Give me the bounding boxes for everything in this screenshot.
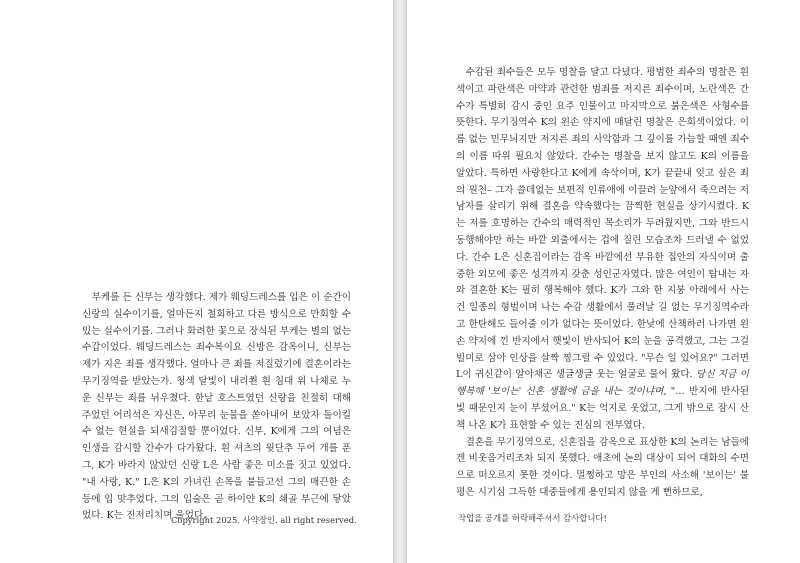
right-page-body bbox=[456, 65, 749, 502]
copyright-footer: Copyright 2025. 사약장인. all right reserved. bbox=[171, 515, 357, 525]
book-spine bbox=[394, 0, 406, 563]
right-paragraph-1 bbox=[456, 65, 749, 435]
right-paragraph-1-italic: 당신 지금 이 행복해 '보이는' 신혼 생활에 금을 내는 것이냐며, bbox=[456, 369, 750, 398]
thanks-footer: 작업을 공개를 허락해주셔서 감사합니다! bbox=[458, 513, 607, 523]
right-paragraph-2: 결혼을 무기징역으로, 신혼집을 감옥으로 표상한 K의 논리는 남들에겐 비웃음거리조차 되지 못했다. 애초에 논의 대상이 되어 대화의 수면으로 떠오르지 못한 것이다. 멀쩡하고 망은 부인의 사소해 '보이는' 불평은 시기심 그득한 대중들에게 용인되지 않을 게 뻔하므로, bbox=[456, 436, 749, 498]
right-paragraph-1-text-b: "… 반지에 반사된 빛 때문인지 눈이 부셨어요." K는 억지로 웃었고, 그게 밖으로 잠시 산책 나온 K가 표현할 수 있는 진심의 전부였다. bbox=[456, 386, 749, 431]
left-paragraph: 부케를 든 신부는 생각했다. 제가 웨딩드레스를 입은 이 순간이 신랑의 실수이기를, 얼마든지 철회하고 다른 방식으로 만회할 수 있는 실수이기를. 그러나 화려한 꽃으로 장식된 부케는 별의 없는 수갑이었다. 웨딩드레스는 죄수복이요 신방은 감옥이니, 신부는 제가 지은 죄를 생각했다. 얼마나 큰 죄를 저질렀기에 결혼이라는 무기징역을 받았는가. 청색 달빛이 내리쬔 흰 침대 위 나체로 누운 신부는 죄를 뉘우쳤다. 한낱 호스트였던 신랑을 친절히 대해 주었던 어리석은 자신은, 아무리 눈물을 쏟아내어 보았자 돌이킬 수 없는 현실을 되새김질할 뿐이었다. 신부, K에게 그의 여념은 인생을 감시할 간수가 다가왔다. 흰 셔츠의 윗단추 두어 개를 푼 그, K가 바라지 않았던 신랑 L은 사람 좋은 미소를 짓고 있었다. "내 사랑, K." L은 K의 가녀린 손목을 붙들고선 그의 매끈한 손등에 입 맞추었다. 그의 입술은 곧 하이얀 K의 쇄골 부근에 닿았었다. K는 진저리치며 울었다. bbox=[82, 292, 351, 522]
right-paragraph-1-text-a: 수감된 죄수들은 모두 명찰을 달고 다녔다. 평범한 죄수의 명찰은 흰색이고 파란색은 마약과 관련한 범죄를 저지른 죄수이며, 노란색은 간수가 특별히 감시 중인 요주 인물이고 마지막으로 붉은색은 사형수를 뜻한다. 무기징역수 K의 왼손 약지에 매달린 명찰은 은회색이었다. 이름 없는 민무늬지만 저지른 죄의 사악함과 그 깊이를 가늠할 때엔 죄수의 이름 따위 필요치 않았다. 간수는 명찰을 보지 않고도 K의 이름을 알았다. 특하면 사랑한다고 K에게 속삭이며, K가 끝끝내 잊고 싶은 죄의 원천– 그가 쓸데없는 보편적 인류애에 이끌려 눈앞에서 죽으려는 저 남자를 살리기 위해 결혼을 약속했다는 끔찍한 현실을 상기시켰다. K는 저를 호명하는 간수의 매력적인 목소리가 두려웠지만, 그와 반드시 동행해야만 하는 바깥 외출에서는 겁에 질린 모습조차 드러낼 수 없었다. 간수 L은 신혼집이라는 감옥 바깥에선 부유한 집안의 자식이며 출중한 외모에 좋은 성격까지 갖춘 성인군자였다. 많은 여인이 탐내는 자와 결혼한 K는 필히 행복해야 했다. K가 그와 한 지붕 아래에서 사는 건 일종의 형벌이며 나는 수감 생활에서 풀려날 길 없는 무기징역수라고 한탄해도 들어줄 이가 없다는 뜻이었다. 한낮에 산책하러 나가면 왼손 약지에 낀 반지에서 햇빛이 반사되어 K의 눈을 공격했고, 그는 그걸 빌미로 삼아 인상을 살짝 찡그릴 수 있었다. "무슨 일 있어요?" 그러면 L이 귀신같이 알아채곤 생글생글 웃는 얼굴로 물어 왔다. bbox=[456, 67, 749, 381]
left-page-body bbox=[82, 290, 351, 525]
